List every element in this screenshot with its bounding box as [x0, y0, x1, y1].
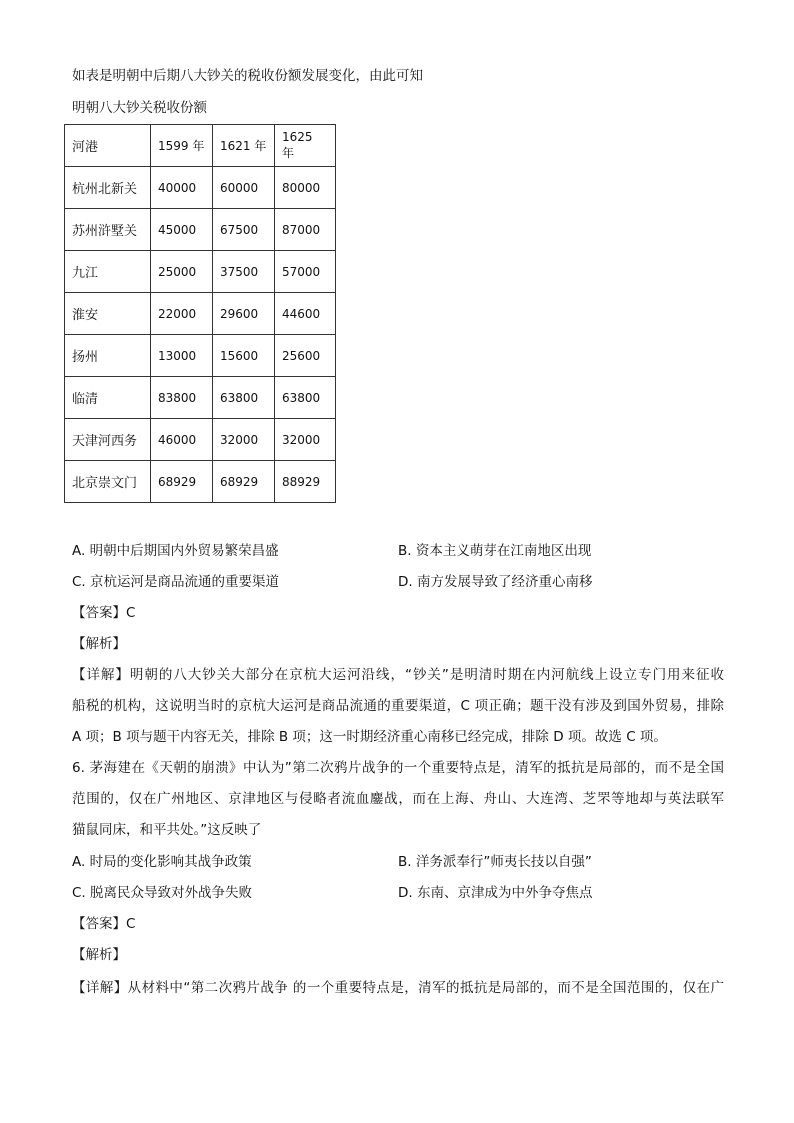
table-cell: 83800: [151, 377, 213, 419]
table-cell: 苏州浒墅关: [65, 209, 151, 251]
table-row: [65, 377, 336, 419]
table-cell: 57000: [275, 251, 336, 293]
option-c: C. 脱离民众导致对外战争失败: [72, 885, 253, 901]
tax-table: [64, 124, 336, 503]
table-cell: 68929: [213, 461, 275, 503]
table-cell: 63800: [213, 377, 275, 419]
table-header-cell: 1599 年: [151, 125, 213, 167]
detail-text: 船税的机构，这说明当时的京杭大运河是商品流通的重要渠道，C 项正确；题干没有涉及到国外贸易，排除: [72, 698, 724, 714]
table-cell: 32000: [275, 419, 336, 461]
analysis-heading: 【解析】: [72, 636, 126, 652]
table-row: [65, 251, 336, 293]
table-row: [65, 209, 336, 251]
option-d: D. 南方发展导致了经济重心南移: [398, 574, 593, 590]
table-row: [65, 293, 336, 335]
option-d: D. 东南、京津成为中外争夺焦点: [398, 885, 593, 901]
table-cell: 22000: [151, 293, 213, 335]
question-stem: 猫鼠同床，和平共处。”这反映了: [72, 822, 262, 838]
table-cell: 15600: [213, 335, 275, 377]
option-c: C. 京杭运河是商品流通的重要渠道: [72, 574, 280, 590]
option-a: A. 明朝中后期国内外贸易繁荣昌盛: [72, 543, 279, 559]
table-row: [65, 167, 336, 209]
table-row: [65, 419, 336, 461]
table-cell: 北京崇文门: [65, 461, 151, 503]
table-cell: 天津河西务: [65, 419, 151, 461]
option-a: A. 时局的变化影响其战争政策: [72, 854, 252, 870]
table-cell: 32000: [213, 419, 275, 461]
table-header-cell: 1625 年: [275, 125, 336, 167]
table-cell: 60000: [213, 167, 275, 209]
table-cell: 九江: [65, 251, 151, 293]
table-cell: 63800: [275, 377, 336, 419]
table-cell: 88929: [275, 461, 336, 503]
table-cell: 44600: [275, 293, 336, 335]
table-cell: 80000: [275, 167, 336, 209]
table-cell: 25600: [275, 335, 336, 377]
table-header-row: [65, 125, 336, 167]
question-stem: 如表是明朝中后期八大钞关的税收份额发展变化，由此可知: [72, 68, 423, 84]
detail-text: A 项；B 项与题干内容无关，排除 B 项；这一时期经济重心南移已经完成，排除 D 项。故选 C 项。: [72, 729, 667, 745]
table-cell: 46000: [151, 419, 213, 461]
table-cell: 68929: [151, 461, 213, 503]
analysis-heading: 【解析】: [72, 947, 126, 963]
table-cell: 45000: [151, 209, 213, 251]
detail-text: 【详解】明朝的八大钞关大部分在京杭大运河沿线，“钞关”是明清时期在内河航线上设立专门用来征收: [72, 667, 724, 683]
table-header-cell: 1621 年: [213, 125, 275, 167]
table-cell: 40000: [151, 167, 213, 209]
option-b: B. 洋务派奉行”师夷长技以自强”: [398, 854, 592, 870]
answer-line: 【答案】C: [72, 605, 136, 621]
table-cell: 25000: [151, 251, 213, 293]
option-b: B. 资本主义萌芽在江南地区出现: [398, 543, 592, 559]
table-cell: 87000: [275, 209, 336, 251]
table-header-cell: 河港: [65, 125, 151, 167]
table-cell: 杭州北新关: [65, 167, 151, 209]
detail-text: 【详解】从材料中“第二次鸦片战争 的一个重要特点是，清军的抵抗是局部的，而不是全国范围的，仅在广: [72, 980, 724, 996]
table-row: [65, 335, 336, 377]
table-cell: 29600: [213, 293, 275, 335]
table-cell: 扬州: [65, 335, 151, 377]
table-cell: 67500: [213, 209, 275, 251]
question-stem: 范围的，仅在广州地区、京津地区与侵略者流血鏖战，而在上海、舟山、大连湾、芝罘等地却与英法联军: [72, 791, 724, 807]
table-cell: 淮安: [65, 293, 151, 335]
question-stem: 6. 茅海建在《天朝的崩溃》中认为”第二次鸦片战争的一个重要特点是，清军的抵抗是局部的，而不是全国: [72, 760, 724, 776]
answer-line: 【答案】C: [72, 916, 136, 932]
table-cell: 37500: [213, 251, 275, 293]
table-cell: 临清: [65, 377, 151, 419]
table-title: 明朝八大钞关税收份额: [72, 100, 207, 116]
table-row: [65, 461, 336, 503]
table-cell: 13000: [151, 335, 213, 377]
